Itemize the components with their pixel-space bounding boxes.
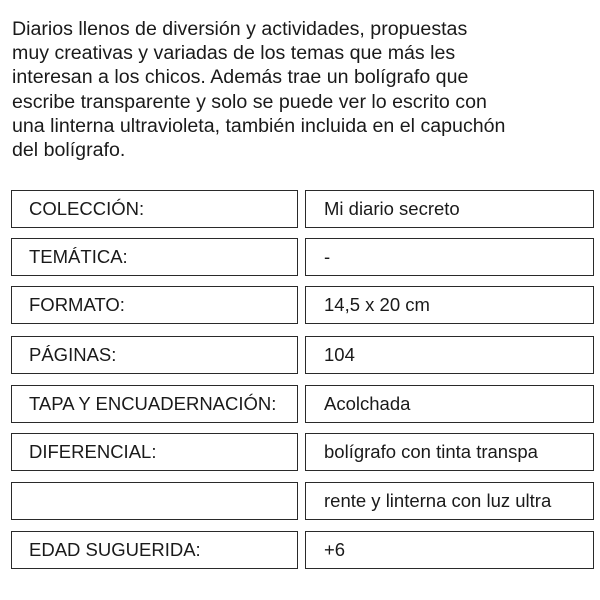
product-description xyxy=(12,17,597,162)
table-row-formato xyxy=(11,286,594,324)
table-row-paginas xyxy=(11,336,594,374)
description-line: muy creativas y variadas de los temas que más les xyxy=(12,42,456,65)
spec-value: rente y linterna con luz ultra xyxy=(305,482,594,520)
table-row-edad xyxy=(11,531,594,569)
table-row-diferencial xyxy=(11,433,594,471)
spec-label: TAPA Y ENCUADERNACIÓN: xyxy=(11,385,298,423)
spec-value: 104 xyxy=(305,336,594,374)
spec-label xyxy=(11,482,298,520)
spec-value: Acolchada xyxy=(305,385,594,423)
table-row-coleccion xyxy=(11,190,594,228)
table-row-diferencial-cont xyxy=(11,482,594,520)
spec-value: +6 xyxy=(305,531,594,569)
spec-label: DIFERENCIAL: xyxy=(11,433,298,471)
spec-label: COLECCIÓN: xyxy=(11,190,298,228)
spec-label: EDAD SUGUERIDA: xyxy=(11,531,298,569)
description-line: una linterna ultravioleta, también incluida en el capuchón xyxy=(12,114,506,137)
spec-label: TEMÁTICA: xyxy=(11,238,298,276)
description-line: Diarios llenos de diversión y actividades, propuestas xyxy=(12,18,468,40)
spec-value: 14,5 x 20 cm xyxy=(305,286,594,324)
spec-value: Mi diario secreto xyxy=(305,190,594,228)
spec-label: PÁGINAS: xyxy=(11,336,298,374)
table-row-tematica xyxy=(11,238,594,276)
table-row-tapa xyxy=(11,385,594,423)
spec-value: - xyxy=(305,238,594,276)
spec-label: FORMATO: xyxy=(11,286,298,324)
description-line: interesan a los chicos. Además trae un bolígrafo que xyxy=(12,66,469,89)
spec-value: bolígrafo con tinta transpa xyxy=(305,433,594,471)
description-line: del bolígrafo. xyxy=(12,139,126,162)
description-line: escribe transparente y solo se puede ver lo escrito con xyxy=(12,90,487,113)
